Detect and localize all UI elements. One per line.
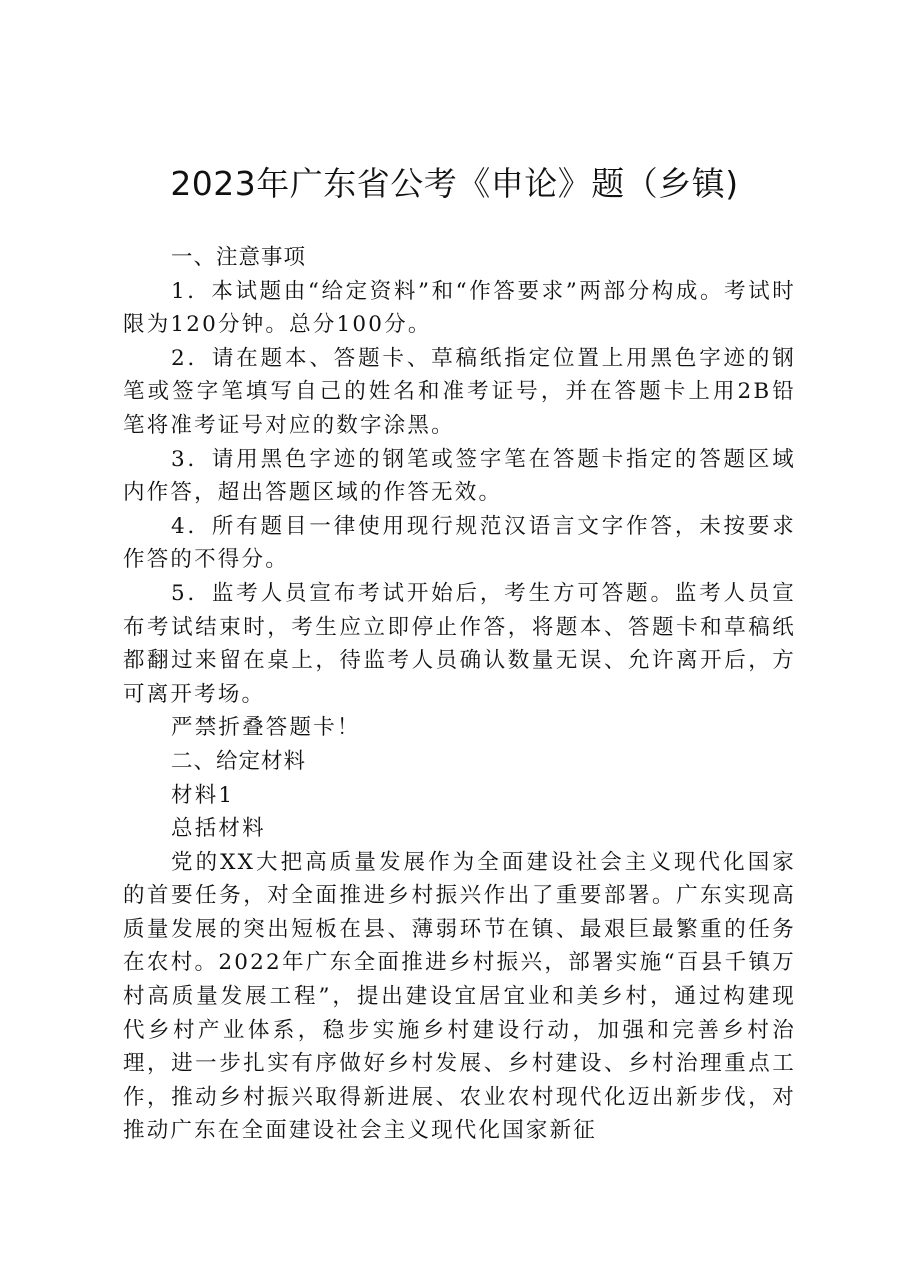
notice-item-3: 3．请用黑色字迹的钢笔或签字笔在答题卡指定的答题区域内作答，超出答题区域的作答无效。 — [123, 446, 796, 506]
notice-item-2: 2．请在题本、答题卡、草稿纸指定位置上用黑色字迹的钢笔或签字笔填写自己的姓名和准考证号，并在答题卡上用2B铅笔将准考证号对应的数字涂黑。 — [123, 345, 796, 438]
warning-text: 严禁折叠答题卡！ — [171, 715, 361, 741]
material-subtitle: 总括材料 — [171, 816, 266, 842]
material-paragraph: 党的XX大把高质量发展作为全面建设社会主义现代化国家的首要任务，对全面推进乡村振兴作出了重要部署。广东实现高质量发展的突出短板在县、薄弱环节在镇、最艰巨最繁重的任务在农村。2022年广东全面推进乡村振兴，部署实施“百县千镇万村高质量发展工程”，提出建设宜居宜业和美乡村，通过构建现代乡村产业体系，稳步实施乡村建设行动，加强和完善乡村治理，进一步扎实有序做好乡村发展、乡村建设、乡村治理重点工作，推动乡村振兴取得新进展、农业农村现代化迈出新步伐，对推动广东在全面建设社会主义现代化国家新征 — [123, 849, 796, 1144]
notice-item-1: 1．本试题由“给定资料”和“作答要求”两部分构成。考试时限为120分钟。总分100分。 — [123, 278, 796, 338]
material-label: 材料1 — [171, 782, 235, 808]
notice-item-4: 4．所有题目一律使用现行规范汉语言文字作答，未按要求作答的不得分。 — [123, 513, 796, 573]
document-body — [123, 241, 796, 1148]
notice-item-5: 5．监考人员宣布考试开始后，考生方可答题。监考人员宣布考试结束时，考生应立即停止作答，将题本、答题卡和草稿纸都翻过来留在桌上，待监考人员确认数量无误、允许离开后，方可离开考场。 — [123, 580, 796, 707]
section-heading-notice: 一、注意事项 — [171, 245, 307, 270]
document-title: 2023年广东省公考《申论》题（乡镇) — [170, 164, 739, 203]
section-heading-materials: 二、给定材料 — [171, 748, 307, 774]
